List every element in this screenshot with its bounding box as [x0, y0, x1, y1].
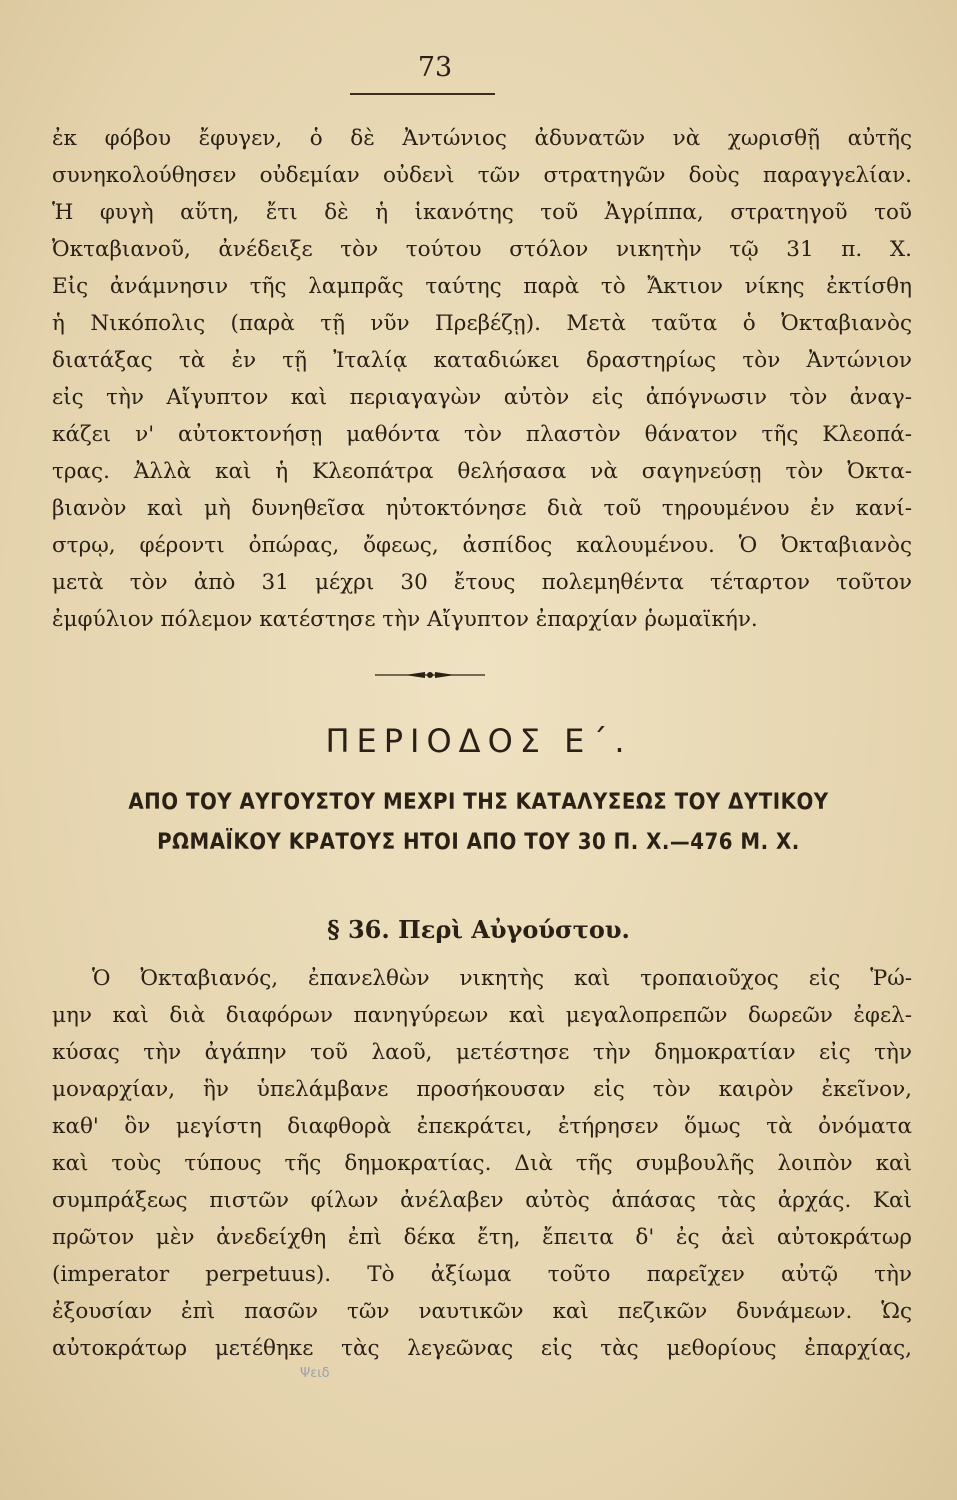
text-line: ἐμφύλιον πόλεμον κατέστησε τὴν Αἴγυπτον ἐπαρχίαν ῥωμαϊκήν.	[52, 607, 758, 632]
paragraph-2	[52, 960, 912, 1367]
text-line: μην καὶ διὰ διαφόρων πανηγύρεων καὶ μεγαλοπρεπῶν δωρεῶν ἐφελ-	[52, 1003, 912, 1028]
period-subtitle-line-2: ΡΩΜΑΪΚΟΥ ΚΡΑΤΟΥΣ ΗΤΟΙ ΑΠΟ ΤΟΥ 30 Π. Χ.—476 Μ. Χ.	[157, 830, 800, 855]
text-line: ἐκ φόβου ἔφυγεν, ὁ δὲ Ἀντώνιος ἀδυνατῶν νὰ χωρισθῇ αὐτῆς	[52, 126, 912, 151]
text-line: συνηκολούθησεν οὐδεμίαν οὐδενὶ τῶν στρατηγῶν δοὺς παραγγελίαν.	[52, 163, 912, 188]
text-line: εἰς τὴν Αἴγυπτον καὶ περιαγαγὼν αὐτὸν εἰς ἀπόγνωσιν τὸν ἀναγ-	[52, 385, 912, 410]
text-line: βιανὸν καὶ μὴ δυνηθεῖσα ηὐτοκτόνησε διὰ τοῦ τηρουμένου ἐν κανί-	[52, 496, 912, 521]
text-line: πρῶτον μὲν ἀνεδείχθη ἐπὶ δέκα ἔτη, ἔπειτα δ' ἐς ἀεὶ αὐτοκράτωρ	[52, 1225, 912, 1250]
text-line: τρας. Ἀλλὰ καὶ ἡ Κλεοπάτρα θελήσασα νὰ σαγηνεύσῃ τὸν Ὀκτα-	[52, 459, 912, 484]
paragraph-1	[52, 120, 912, 638]
text-line: διατάξας τὰ ἐν τῇ Ἰταλίᾳ καταδιώκει δραστηρίως τὸν Ἀντώνιον	[52, 348, 912, 373]
text-line: στρῳ, φέροντι ὀπώρας, ὄφεως, ἀσπίδος καλουμένου. Ὁ Ὀκταβιανὸς	[52, 533, 912, 558]
text-line: αὐτοκράτωρ μετέθηκε τὰς λεγεῶνας εἰς τὰς μεθορίους ἐπαρχίας,	[52, 1336, 912, 1361]
text-line: (imperator perpetuus). Τὸ ἀξίωμα τοῦτο παρεῖχεν αὐτῷ τὴν	[52, 1262, 912, 1287]
text-line: καὶ τοὺς τύπους τῆς δημοκρατίας. Διὰ τῆς συμβουλῆς λοιπὸν καὶ	[52, 1151, 912, 1176]
period-title: ΠΕΡΙΟΔΟΣ Ε΄.	[325, 722, 632, 760]
text-line: μοναρχίαν, ἣν ὑπελάμβανε προσήκουσαν εἰς τὸν καιρὸν ἐκεῖνον,	[52, 1077, 912, 1102]
page-number-rule	[350, 93, 495, 95]
text-line: ἐξουσίαν ἐπὶ πασῶν τῶν ναυτικῶν καὶ πεζικῶν δυνάμεων. Ὡς	[52, 1299, 912, 1324]
text-line: κύσας τὴν ἀγάπην τοῦ λαοῦ, μετέστησε τὴν δημοκρατίαν εἰς τὴν	[52, 1040, 912, 1065]
text-line: καθ' ὃν μεγίστη διαφθορὰ ἐπεκράτει, ἐτήρησεν ὅμως τὰ ὀνόματα	[52, 1114, 912, 1139]
section-heading: § 36. Περὶ Αὐγούστου.	[327, 915, 630, 944]
page-number: 73	[417, 52, 453, 83]
period-subtitle-line-1: ΑΠΟ ΤΟΥ ΑΥΓΟΥΣΤΟΥ ΜΕΧΡΙ ΤΗΣ ΚΑΤΑΛΥΣΕΩΣ ΤΟΥ ΔΥΤΙΚΟΥ	[128, 790, 829, 815]
text-line: Εἰς ἀνάμνησιν τῆς λαμπρᾶς ταύτης παρὰ τὸ Ἄκτιον νίκης ἐκτίσθη	[52, 274, 912, 299]
text-line: Ὁ Ὀκταβιανός, ἐπανελθὼν νικητὴς καὶ τροπαιοῦχος εἰς Ῥώ-	[92, 966, 912, 991]
text-line: συμπράξεως πιστῶν φίλων ἀνέλαβεν αὐτὸς ἁπάσας τὰς ἀρχάς. Καὶ	[52, 1188, 912, 1213]
text-line: ἡ Νικόπολις (παρὰ τῇ νῦν Πρεβέζῃ). Μετὰ ταῦτα ὁ Ὀκταβιανὸς	[52, 311, 912, 336]
text-line: κάζει ν' αὐτοκτονήσῃ μαθόντα τὸν πλαστὸν θάνατον τῆς Κλεοπά-	[52, 422, 912, 447]
text-line: μετὰ τὸν ἀπὸ 31 μέχρι 30 ἔτους πολεμηθέντα τέταρτον τοῦτον	[52, 570, 912, 595]
text-line: Ὀκταβιανοῦ, ἀνέδειξε τὸν τούτου στόλον νικητὴν τῷ 31 π. Χ.	[52, 237, 912, 262]
text-line: Ἡ φυγὴ αὕτη, ἔτι δὲ ἡ ἱκανότης τοῦ Ἀγρίππα, στρατηγοῦ τοῦ	[52, 200, 912, 225]
divider-ornament	[375, 668, 485, 682]
library-stamp: Ψειδ	[300, 1366, 330, 1381]
